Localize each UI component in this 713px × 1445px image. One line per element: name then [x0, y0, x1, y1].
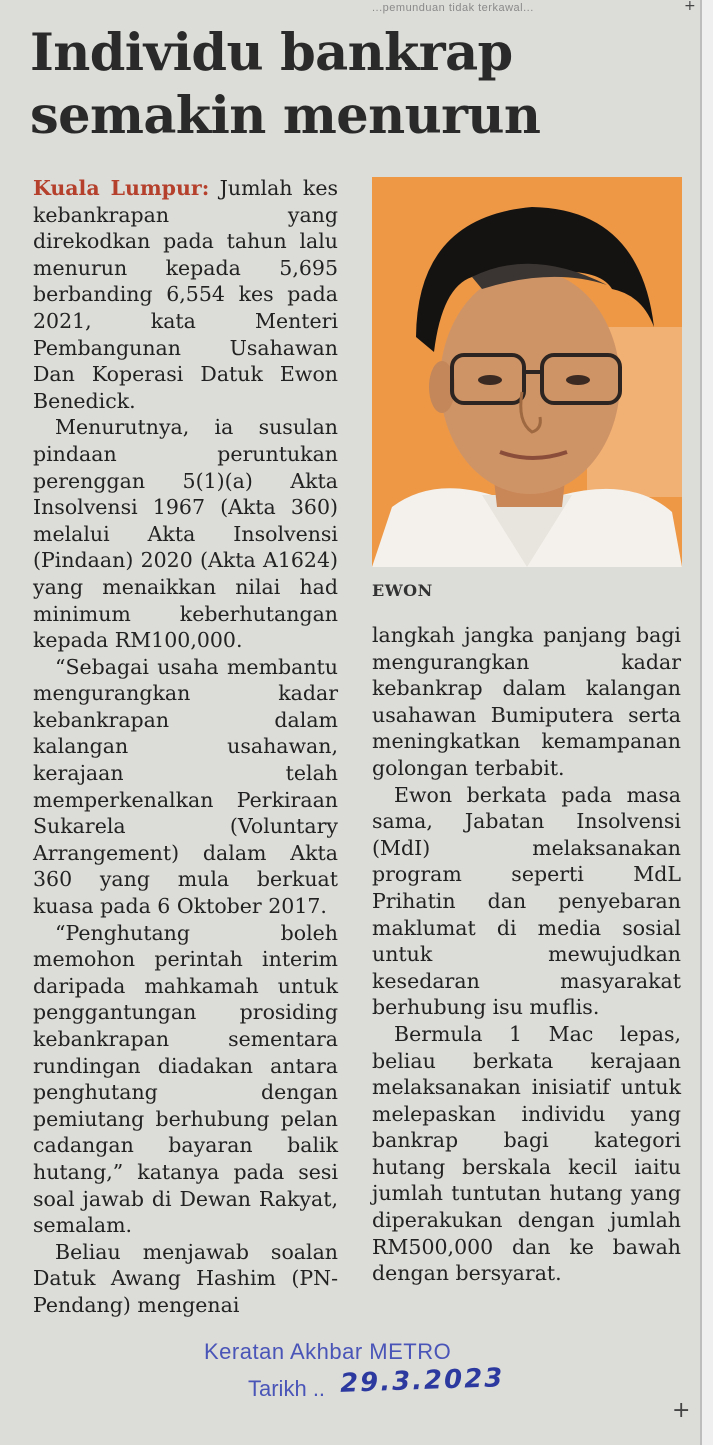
article-paragraph: “Penghutang boleh memohon perintah interim daripada mahkamah untuk penggantungan prosiding kebankrapan sementara rundingan diadakan antara penghutang dengan pemiutang berhubung pelan cadangan bayaran balik hutang,” katanya pada sesi soal jawab di Dewan Rakyat, semalam.: [33, 920, 338, 1238]
article-paragraph: langkah jangka panjang bagi mengurangkan kadar kebankrap dalam kalangan usahawan Bumiputera serta meningkatkan kemampanan golongan terbabit.: [372, 623, 681, 780]
handwritten-date: 29.3.2023: [339, 1363, 505, 1399]
stamp-date-label: [248, 1376, 325, 1402]
article-column-2: [372, 622, 681, 1287]
stamp-dots: ..: [312, 1376, 326, 1401]
article-paragraph: Ewon berkata pada masa sama, Jabatan Insolvensi (MdI) melaksanakan program seperti MdL Prihatin dan penyebaran maklumat di media sosial untuk mewujudkan kesedaran masyarakat berhubung isu muflis.: [372, 782, 681, 1020]
portrait-photo: [372, 177, 682, 567]
stamp-source: Keratan Akhbar METRO: [204, 1339, 452, 1364]
clipping-stamp: [200, 1336, 620, 1426]
page-edge: [700, 0, 713, 1445]
headline-line-2: semakin menurun: [30, 86, 541, 146]
article-paragraph: “Sebagai usaha membantu mengurangkan kadar kebankrapan dalam kalangan usahawan, kerajaan telah memperkenalkan Perkiraan Sukarela (Voluntary Arrangement) dalam Akta 360 yang mula berkuat kuasa pada 6 Oktober 2017.: [33, 654, 338, 919]
dateline: Kuala Lumpur:: [33, 176, 210, 200]
portrait-illustration: [372, 177, 682, 567]
crop-mark-icon: +: [672, 1398, 691, 1423]
article-paragraph: [33, 175, 338, 414]
previous-article-fragment: ...pemunduan tidak terkawal...: [372, 2, 534, 14]
article-paragraph: Beliau menjawab soalan Datuk Awang Hashim (PN-Pendang) mengenai: [33, 1239, 338, 1317]
stamp-date-label-text: Tarikh: [248, 1376, 307, 1401]
article-column-1: [33, 175, 338, 1319]
paragraph-text: Jumlah kes kebankrapan yang direkodkan pada tahun lalu menurun kepada 5,695 berbanding 6,554 kes pada 2021, kata Menteri Pembangunan Usahawan Dan Koperasi Datuk Ewon Benedick.: [33, 176, 338, 413]
article-paragraph: Bermula 1 Mac lepas, beliau berkata kerajaan melaksanakan inisiatif untuk melepaskan individu yang bankrap bagi kategori hutang berskala kecil iaitu jumlah tuntutan hutang yang diperakukan dengan jumlah RM500,000 dan ke bawah dengan bersyarat.: [372, 1021, 681, 1286]
article-paragraph: Menurutnya, ia susulan pindaan peruntukan perenggan 5(1)(a) Akta Insolvensi 1967 (Akta 360) melalui Akta Insolvensi (Pindaan) 2020 (Akta A1624) yang menaikkan nilai had minimum keberhutangan kepada RM100,000.: [33, 415, 338, 653]
crop-mark-icon: +: [684, 0, 696, 14]
headline: [30, 22, 690, 148]
photo-caption: EWON: [372, 581, 433, 600]
headline-line-1: Individu bankrap: [30, 23, 513, 83]
